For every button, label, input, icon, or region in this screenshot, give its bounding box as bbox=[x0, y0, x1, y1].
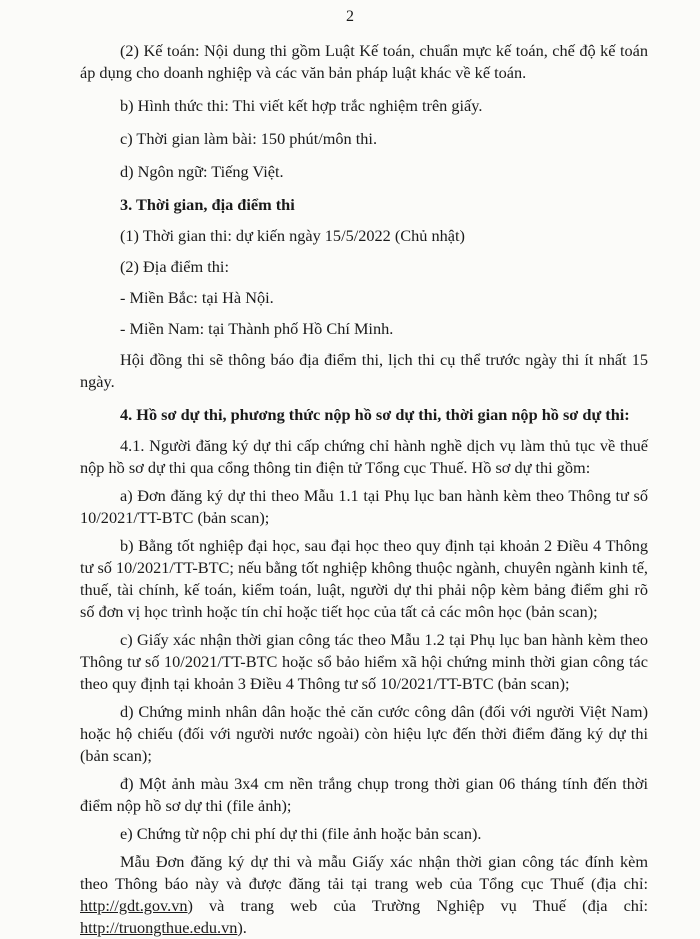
truongthue-website-link[interactable]: http://truongthue.edu.vn bbox=[80, 918, 238, 937]
list-item-c: c) Giấy xác nhận thời gian công tác theo Mẫu 1.2 tại Phụ lục ban hành kèm theo Thông tư số 10/2021/TT-BTC hoặc sổ bảo hiểm xã hội chứng minh thời gian công tác theo quy định tại khoản 3 Điều 4 Thông tư số 10/2021/TT-BTC (bản scan); bbox=[80, 630, 648, 693]
paragraph-location-south: - Miền Nam: tại Thành phố Hồ Chí Minh. bbox=[120, 319, 394, 338]
list-item-e: e) Chứng từ nộp chi phí dự thi (file ảnh hoặc bản scan). bbox=[120, 824, 482, 843]
paragraph-forms-notice bbox=[80, 851, 648, 939]
section-heading-3: 3. Thời gian, địa điểm thi bbox=[120, 195, 295, 214]
paragraph-exam-language: d) Ngôn ngữ: Tiếng Việt. bbox=[120, 162, 284, 181]
list-item-d: d) Chứng minh nhân dân hoặc thẻ căn cước công dân (đối với người Việt Nam) hoặc hộ chiếu (đối với người nước ngoài) còn hiệu lực đến thời điểm đăng ký dự thi (bản scan); bbox=[80, 702, 648, 765]
paragraph-exam-time: (1) Thời gian thi: dự kiến ngày 15/5/2022 (Chủ nhật) bbox=[120, 226, 465, 245]
forms-notice-text-2: ) và trang web của Trường Nghiệp vụ Thuế (địa chỉ: bbox=[187, 896, 648, 915]
forms-notice-text-1: Mẫu Đơn đăng ký dự thi và mẫu Giấy xác nhận thời gian công tác đính kèm theo Thông báo này và được đăng tải tại trang web của Tổng cục Thuế (địa chỉ: bbox=[80, 852, 648, 893]
gdt-website-link[interactable]: http://gdt.gov.vn bbox=[80, 896, 188, 915]
section-heading-4: 4. Hồ sơ dự thi, phương thức nộp hồ sơ dự thi, thời gian nộp hồ sơ dự thi: bbox=[120, 405, 630, 424]
paragraph-council-notice: Hội đồng thi sẽ thông báo địa điểm thi, lịch thi cụ thể trước ngày thi ít nhất 15 ngày. bbox=[80, 350, 648, 391]
paragraph-accounting-content: (2) Kế toán: Nội dung thi gồm Luật Kế toán, chuẩn mực kế toán, chế độ kế toán áp dụng cho doanh nghiệp và các văn bản pháp luật khác về kế toán. bbox=[80, 41, 648, 82]
document-body bbox=[80, 40, 648, 939]
paragraph-exam-duration: c) Thời gian làm bài: 150 phút/môn thi. bbox=[120, 129, 378, 148]
paragraph-4-1: 4.1. Người đăng ký dự thi cấp chứng chỉ hành nghề dịch vụ làm thủ tục về thuế nộp hồ sơ dự thi qua cổng thông tin điện tử Tổng cục Thuế. Hồ sơ dự thi gồm: bbox=[80, 436, 648, 477]
page-number: 2 bbox=[346, 8, 354, 25]
paragraph-location-north: - Miền Bắc: tại Hà Nội. bbox=[120, 288, 274, 307]
forms-notice-text-3: ). bbox=[237, 918, 247, 937]
list-item-b: b) Bằng tốt nghiệp đại học, sau đại học theo quy định tại khoản 2 Điều 4 Thông tư số 10/2021/TT-BTC; nếu bằng tốt nghiệp không thuộc ngành, chuyên ngành kinh tế, thuế, tài chính, kế toán, kiểm toán, luật, người dự thi phải nộp kèm bảng điểm ghi rõ số đơn vị học trình hoặc tín chỉ hoặc tiết học của tất cả các môn học (bản scan); bbox=[80, 536, 648, 621]
list-item-dd: đ) Một ảnh màu 3x4 cm nền trắng chụp trong thời gian 06 tháng tính đến thời điểm nộp hồ sơ dự thi (file ảnh); bbox=[80, 774, 648, 815]
list-item-a: a) Đơn đăng ký dự thi theo Mẫu 1.1 tại Phụ lục ban hành kèm theo Thông tư số 10/2021/TT-BTC (bản scan); bbox=[80, 486, 648, 527]
paragraph-exam-location: (2) Địa điểm thi: bbox=[120, 257, 229, 276]
paragraph-exam-format: b) Hình thức thi: Thi viết kết hợp trắc nghiệm trên giấy. bbox=[120, 96, 483, 115]
